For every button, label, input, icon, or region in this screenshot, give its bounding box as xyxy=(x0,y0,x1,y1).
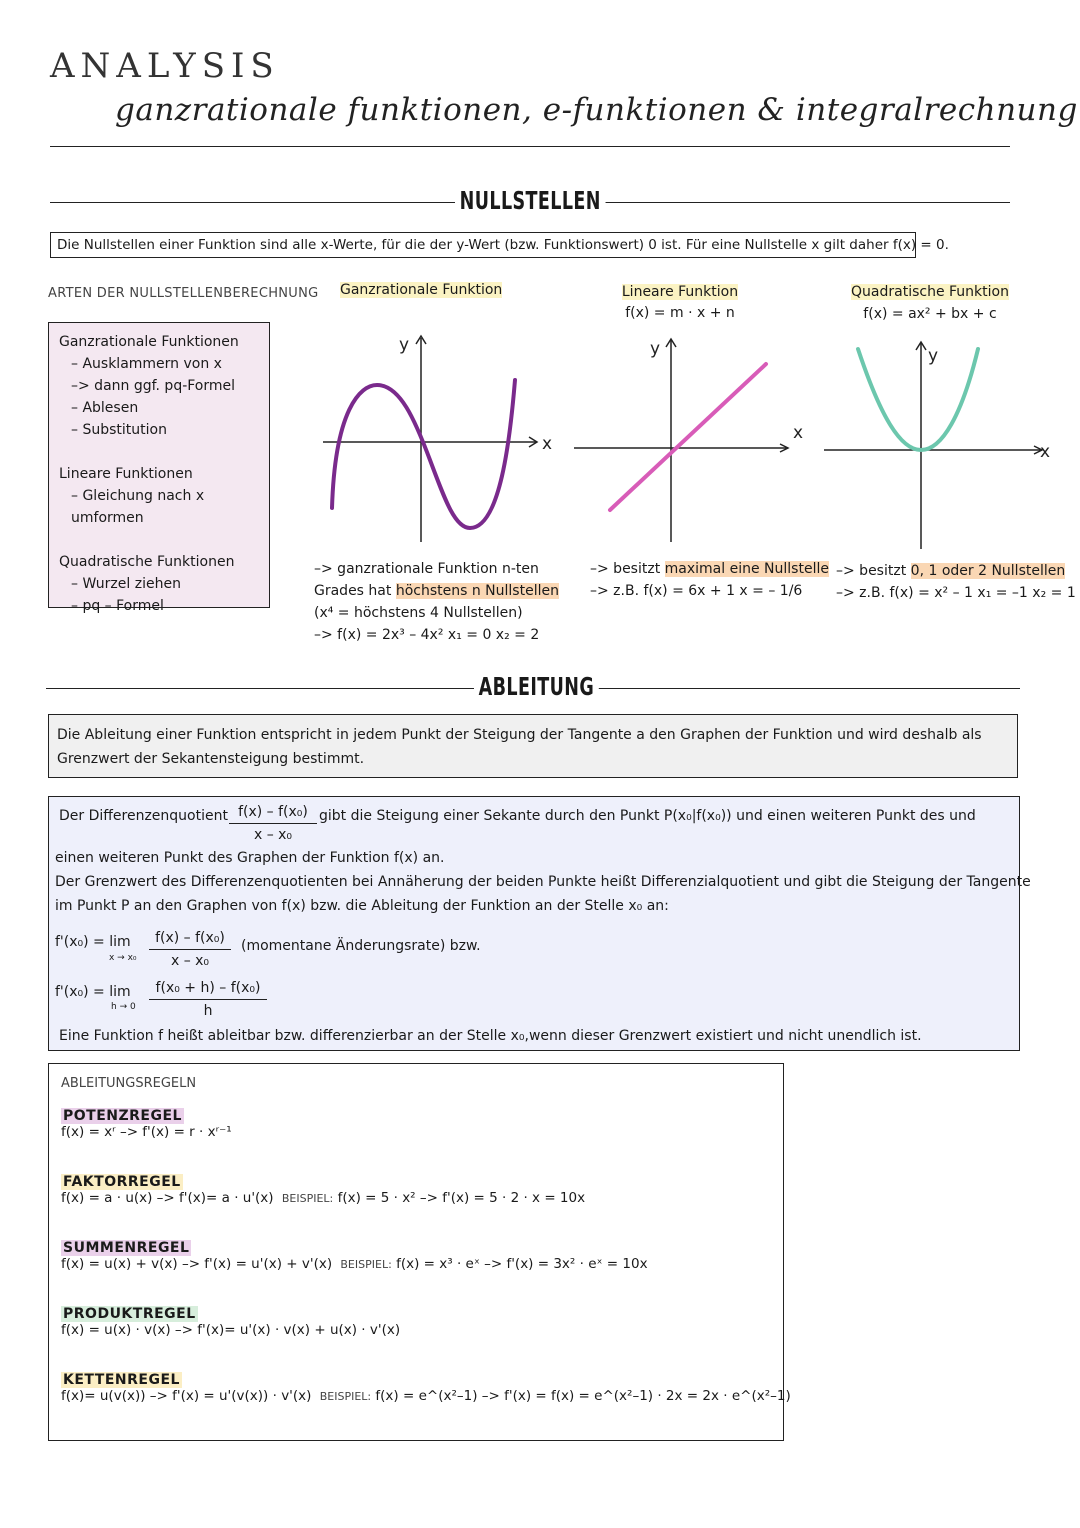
summen-formula: f(x) = u(x) + v(x) –> f'(x) = u'(x) + v'(x) xyxy=(61,1256,333,1272)
faktor-rule xyxy=(61,1174,585,1206)
ableitung-heading: ABLEITUNG xyxy=(474,672,599,701)
list-item: – Gleichung nach x umformen xyxy=(71,488,205,526)
list-item: –> dann ggf. pq-Formel xyxy=(71,378,236,394)
summen-beispiel-label: BEISPIEL: xyxy=(340,1258,392,1271)
linear-notes: –> besitzt maximal eine Nullstelle –> z.B. f(x) = 6x + 1 x = – 1/6 xyxy=(590,561,829,599)
ganz-graph xyxy=(315,330,565,560)
potenz-formula: f(x) = xʳ –> f'(x) = r · xʳ⁻¹ xyxy=(61,1124,232,1140)
quad-notes: –> besitzt 0, 1 oder 2 Nullstellen –> z.B. f(x) = x² – 1 x₁ = –1 x₂ = 1 xyxy=(836,563,1076,601)
x-axis-label: x xyxy=(542,434,553,454)
ketten-beispiel: f(x) = e^(x²–1) –> f'(x) = f(x) = e^(x²–1) · 2x = 2x · e^(x²–1) xyxy=(375,1388,791,1404)
diff-fraction: f(x) – f(x₀) x – x₀ xyxy=(229,801,317,846)
diff-line-3: Der Grenzwert des Differenzenquotienten bei Annäherung der beiden Punkte heißt Differenzialquotient und gibt die Steigung der Tangente xyxy=(55,874,1031,890)
faktor-name: FAKTORREGEL xyxy=(63,1174,181,1190)
y-axis-label: y xyxy=(928,346,939,366)
summen-name: SUMMENREGEL xyxy=(63,1240,190,1256)
f1-lhs: f'(x₀) = lim xyxy=(55,934,131,950)
diff-after-fraction: gibt die Steigung einer Sekante durch den Punkt P(x₀|f(x₀)) und einen weiteren Punkt des und xyxy=(319,808,976,824)
x-axis-label: x xyxy=(793,423,804,443)
list-item: – Ablesen xyxy=(71,400,139,416)
summen-beispiel: f(x) = x³ · eˣ –> f'(x) = 3x² · eˣ = 10x xyxy=(396,1256,648,1272)
arten-group-title: Ganzrationale Funktionen xyxy=(59,334,239,350)
page-subtitle: ganzrationale funktionen, e-funktionen & integralrechnung xyxy=(115,92,1078,128)
list-item: – pq – Formel xyxy=(71,598,164,614)
ableitung-definition: Die Ableitung einer Funktion entspricht in jedem Punkt der Steigung der Tangente a den Graphen der Funktion und wird deshalb als Grenzwert der Sekantensteigung bestimmt. xyxy=(48,714,1018,778)
quad-graph-title: Quadratische Funktion xyxy=(851,284,1009,300)
f1-sub: x → x₀ xyxy=(109,953,137,963)
f2-sub: h → 0 xyxy=(111,1002,136,1012)
produkt-rule xyxy=(61,1306,400,1338)
faktor-beispiel-label: BEISPIEL: xyxy=(281,1192,334,1205)
quad-curve xyxy=(858,349,978,450)
header-divider xyxy=(50,146,1010,147)
diff-line-4: im Punkt P an den Graphen von f(x) bzw. die Ableitung der Funktion an der Stelle x₀ an: xyxy=(55,898,669,914)
arten-box xyxy=(48,322,270,614)
x-axis-label: x xyxy=(1040,442,1051,462)
arten-label: ARTEN DER NULLSTELLENBERECHNUNG xyxy=(48,286,319,301)
f1-fraction: f(x) – f(x₀) x – x₀ xyxy=(149,927,231,972)
diff-box xyxy=(48,796,1031,1051)
ganz-graph-title: Ganzrationale Funktion xyxy=(340,282,503,298)
nullstellen-definition: Die Nullstellen einer Funktion sind alle x-Werte, für die der y-Wert (bzw. Funktionswert) 0 ist. Für eine Nullstelle x gilt daher f(x) = 0. xyxy=(50,232,916,258)
f1-note: (momentane Änderungsrate) bzw. xyxy=(241,938,481,954)
list-item: – Wurzel ziehen xyxy=(71,576,181,592)
regeln-box xyxy=(48,1063,791,1441)
f2-fraction: f(x₀ + h) – f(x₀) h xyxy=(149,977,267,1022)
potenz-rule xyxy=(61,1108,232,1140)
faktor-formula: f(x) = a · u(x) –> f'(x)= a · u'(x) xyxy=(61,1190,274,1206)
linear-graph xyxy=(570,332,820,552)
summen-rule xyxy=(61,1240,648,1272)
produkt-name: PRODUKTREGEL xyxy=(63,1306,196,1322)
y-axis-label: y xyxy=(399,335,410,355)
list-item: – Ausklammern von x xyxy=(71,356,222,372)
ketten-beispiel-label: BEISPIEL: xyxy=(319,1390,372,1403)
page-title: ANALYSIS xyxy=(50,46,280,86)
linear-line xyxy=(610,364,766,510)
quad-graph xyxy=(820,335,1060,555)
ketten-rule xyxy=(61,1372,791,1404)
faktor-beispiel: f(x) = 5 · x² –> f'(x) = 5 · 2 · x = 10x xyxy=(337,1190,586,1206)
diff-closing: Eine Funktion f heißt ableitbar bzw. differenzierbar an der Stelle x₀,wenn dieser Grenzwert existiert und nicht unendlich ist. xyxy=(59,1028,922,1044)
arten-group-title: Quadratische Funktionen xyxy=(59,554,235,570)
arten-group-title: Lineare Funktionen xyxy=(59,466,193,482)
f2-lhs: f'(x₀) = lim xyxy=(55,984,131,1000)
y-axis-label: y xyxy=(650,339,661,359)
linear-formula: f(x) = m · x + n xyxy=(625,305,735,321)
ganz-curve xyxy=(332,380,515,528)
produkt-formula: f(x) = u(x) · v(x) –> f'(x)= u'(x) · v(x) + u(x) · v'(x) xyxy=(61,1322,401,1338)
list-item: – Substitution xyxy=(71,422,167,438)
ketten-name: KETTENREGEL xyxy=(63,1372,180,1388)
linear-graph-title: Lineare Funktion xyxy=(621,284,739,300)
ketten-formula: f(x)= u(v(x)) –> f'(x) = u'(v(x)) · v'(x) xyxy=(61,1388,312,1404)
potenz-name: POTENZREGEL xyxy=(63,1108,182,1124)
diff-line-2: einen weiteren Punkt des Graphen der Funktion f(x) an. xyxy=(55,850,445,866)
nullstellen-heading: NULLSTELLEN xyxy=(455,186,606,215)
ganz-notes: –> ganzrationale Funktion n-ten Grades hat höchstens n Nullstellen (x⁴ = höchstens 4 Nullstellen) –> f(x) = 2x³ – 4x² x₁ = 0 x₂ = 2 xyxy=(314,561,559,643)
diff-lead: Der Differenzenquotient xyxy=(59,808,228,824)
quad-formula: f(x) = ax² + bx + c xyxy=(863,306,997,322)
regeln-label: ABLEITUNGSREGELN xyxy=(61,1076,197,1091)
